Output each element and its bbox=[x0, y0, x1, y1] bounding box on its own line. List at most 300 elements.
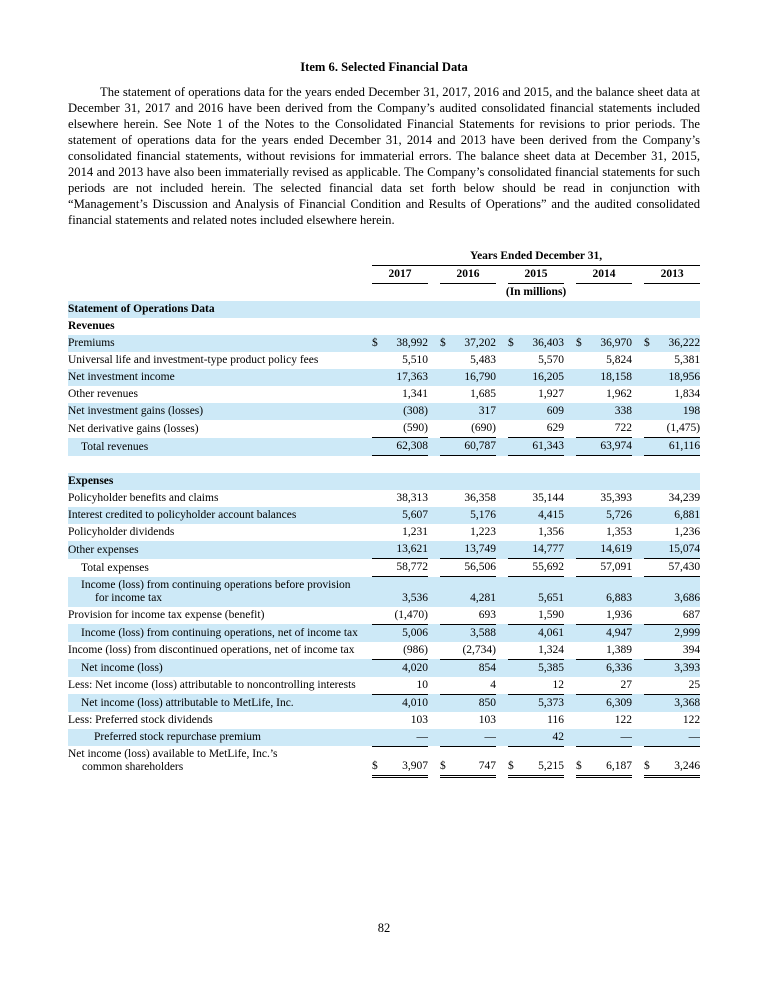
column-gap bbox=[360, 438, 372, 456]
dollar-sign-cell bbox=[576, 420, 589, 438]
value-cell-2017: 1,341 bbox=[402, 388, 428, 400]
value-cell-2017: 1,231 bbox=[402, 526, 428, 538]
dollar-sign-cell bbox=[644, 677, 657, 695]
dollar-sign-cell bbox=[440, 624, 453, 642]
dollar-sign-cell bbox=[372, 624, 385, 642]
column-gap bbox=[564, 369, 576, 386]
column-gap bbox=[632, 577, 644, 607]
dollar-sign-cell bbox=[508, 420, 521, 438]
value-cell-2013: 687 bbox=[682, 608, 701, 621]
value-cell-2013: 6,881 bbox=[657, 507, 700, 524]
dollar-sign-cell bbox=[508, 577, 521, 607]
value-cell-2016: (690) bbox=[471, 422, 496, 434]
value-cell-2017: 38,992 bbox=[385, 335, 428, 352]
value-cell-2013: 25 bbox=[688, 678, 701, 691]
column-gap bbox=[428, 438, 440, 456]
column-gap bbox=[564, 729, 576, 747]
dollar-sign-cell bbox=[576, 677, 589, 695]
dollar-sign-cell bbox=[508, 712, 521, 729]
table-row bbox=[68, 403, 700, 420]
value-cell-2016: 854 bbox=[453, 659, 496, 677]
dollar-sign-cell bbox=[576, 490, 589, 507]
column-gap bbox=[632, 352, 644, 369]
dollar-sign-cell bbox=[576, 624, 589, 642]
value-cell-2016: 56,506 bbox=[453, 559, 496, 577]
dollar-sign-cell bbox=[440, 729, 453, 747]
dollar-sign-cell bbox=[576, 659, 589, 677]
dollar-sign-cell bbox=[644, 524, 657, 541]
dollar-sign-cell: $ bbox=[644, 746, 657, 776]
table-row bbox=[68, 746, 700, 776]
table-year-row bbox=[68, 266, 700, 284]
dollar-sign-cell: $ bbox=[372, 746, 385, 776]
column-gap bbox=[428, 420, 440, 438]
row-label: Net income (loss) bbox=[68, 659, 360, 677]
dollar-sign-cell bbox=[644, 369, 657, 386]
value-cell-2013: 2,999 bbox=[657, 624, 700, 642]
column-gap bbox=[360, 642, 372, 660]
column-gap bbox=[428, 335, 440, 352]
value-cell-2015: 36,403 bbox=[521, 335, 564, 352]
financial-table bbox=[68, 248, 700, 778]
column-gap bbox=[632, 541, 644, 559]
dollar-sign-cell bbox=[644, 607, 657, 625]
value-cell-2017: 5,006 bbox=[385, 624, 428, 642]
row-label: Interest credited to policyholder account balances bbox=[68, 507, 360, 524]
column-gap bbox=[496, 352, 508, 369]
section-label: Expenses bbox=[68, 473, 700, 490]
column-gap bbox=[360, 729, 372, 747]
value-cell-2015: 5,373 bbox=[521, 694, 564, 712]
column-gap bbox=[428, 624, 440, 642]
value-cell-2013: 18,956 bbox=[657, 369, 700, 386]
dollar-sign-cell bbox=[440, 438, 453, 456]
dollar-sign-cell bbox=[440, 577, 453, 607]
column-gap bbox=[564, 490, 576, 507]
row-label: Net income (loss) available to MetLife, Inc.’s common shareholders bbox=[68, 748, 278, 773]
year-column-header-2014: 2014 bbox=[576, 266, 632, 284]
table-row bbox=[68, 369, 700, 386]
dollar-sign-cell bbox=[644, 577, 657, 607]
column-gap bbox=[428, 490, 440, 507]
dollar-sign-cell bbox=[372, 729, 385, 747]
dollar-sign-cell bbox=[372, 541, 385, 559]
column-gap bbox=[496, 403, 508, 420]
column-gap bbox=[428, 524, 440, 541]
value-cell-2013: 15,074 bbox=[657, 541, 700, 559]
dollar-sign-cell bbox=[644, 507, 657, 524]
value-cell-2015: 12 bbox=[552, 678, 564, 691]
dollar-sign-cell: $ bbox=[440, 746, 453, 776]
column-gap bbox=[360, 607, 372, 625]
column-gap bbox=[564, 335, 576, 352]
year-column-header-2013: 2013 bbox=[644, 266, 700, 284]
dollar-sign-cell: $ bbox=[508, 335, 521, 352]
column-gap bbox=[564, 559, 576, 577]
dollar-sign-cell bbox=[508, 386, 521, 403]
dollar-sign-cell bbox=[508, 642, 521, 660]
dollar-sign-cell bbox=[644, 352, 657, 369]
column-gap bbox=[496, 624, 508, 642]
value-cell-2015: 4,415 bbox=[521, 507, 564, 524]
row-label: Less: Net income (loss) attributable to noncontrolling interests bbox=[68, 679, 356, 691]
column-gap bbox=[564, 403, 576, 420]
column-gap bbox=[496, 420, 508, 438]
table-row bbox=[68, 438, 700, 456]
dollar-sign-cell bbox=[508, 403, 521, 420]
column-gap bbox=[632, 403, 644, 420]
column-gap bbox=[564, 746, 576, 776]
column-gap bbox=[428, 403, 440, 420]
value-cell-2017: 4,010 bbox=[385, 694, 428, 712]
value-cell-2016: — bbox=[453, 729, 496, 747]
dollar-sign-cell bbox=[576, 712, 589, 729]
table-row bbox=[68, 642, 700, 660]
row-label: Income (loss) from continuing operations before provision for income tax bbox=[68, 577, 360, 607]
value-cell-2017: (986) bbox=[403, 643, 428, 656]
value-cell-2015: 5,651 bbox=[521, 577, 564, 607]
page-number: 82 bbox=[377, 921, 391, 935]
column-gap bbox=[564, 352, 576, 369]
column-gap bbox=[360, 541, 372, 559]
value-cell-2015: 1,324 bbox=[538, 643, 564, 656]
header-empty-cell bbox=[68, 284, 360, 302]
column-gap bbox=[496, 507, 508, 524]
table-row bbox=[68, 490, 700, 507]
value-cell-2015: 1,590 bbox=[538, 608, 564, 621]
column-gap bbox=[496, 541, 508, 559]
value-cell-2016: 5,176 bbox=[453, 507, 496, 524]
column-gap bbox=[428, 712, 440, 729]
column-gap bbox=[564, 677, 576, 695]
dollar-sign-cell bbox=[440, 642, 453, 660]
section-label: Revenues bbox=[68, 320, 115, 332]
value-cell-2014: — bbox=[589, 729, 632, 747]
column-gap bbox=[428, 607, 440, 625]
value-cell-2016: 1,223 bbox=[470, 526, 496, 538]
dollar-sign-cell bbox=[508, 729, 521, 747]
table-row bbox=[68, 607, 700, 625]
dollar-sign-cell bbox=[644, 624, 657, 642]
value-cell-2017: 58,772 bbox=[385, 559, 428, 577]
row-label: Total expenses bbox=[81, 561, 149, 574]
value-cell-2014: 6,336 bbox=[589, 659, 632, 677]
value-cell-2013: 1,236 bbox=[674, 526, 701, 538]
value-cell-2017: (1,470) bbox=[394, 608, 428, 621]
value-cell-2017: 13,621 bbox=[385, 541, 428, 559]
header-empty-cell bbox=[68, 248, 360, 266]
value-cell-2017: (308) bbox=[385, 403, 428, 420]
value-cell-2013: 3,368 bbox=[657, 694, 700, 712]
year-gap bbox=[632, 266, 644, 284]
page-title: Item 6. Selected Financial Data bbox=[300, 60, 468, 74]
row-label: Universal life and investment-type product policy fees bbox=[68, 354, 319, 366]
section-label: Statement of Operations Data bbox=[68, 301, 700, 318]
value-cell-2014: 338 bbox=[589, 403, 632, 420]
table-row bbox=[68, 559, 700, 577]
value-cell-2015: 5,385 bbox=[521, 659, 564, 677]
dollar-sign-cell bbox=[644, 420, 657, 438]
value-cell-2014: 4,947 bbox=[589, 624, 632, 642]
dollar-sign-cell bbox=[372, 577, 385, 607]
row-label: Other revenues bbox=[68, 388, 138, 400]
dollar-sign-cell bbox=[372, 386, 385, 403]
column-gap bbox=[564, 577, 576, 607]
table-units-row bbox=[68, 284, 700, 302]
value-cell-2016: 103 bbox=[478, 713, 496, 726]
value-cell-2014: 35,393 bbox=[600, 492, 632, 504]
dollar-sign-cell bbox=[644, 659, 657, 677]
value-cell-2014: 6,187 bbox=[589, 746, 632, 776]
value-cell-2013: 3,393 bbox=[657, 659, 700, 677]
dollar-sign-cell bbox=[440, 352, 453, 369]
value-cell-2014: 14,619 bbox=[589, 541, 632, 559]
dollar-sign-cell bbox=[508, 352, 521, 369]
dollar-sign-cell bbox=[440, 507, 453, 524]
dollar-sign-cell bbox=[372, 659, 385, 677]
dollar-sign-cell bbox=[644, 694, 657, 712]
value-cell-2016: 850 bbox=[453, 694, 496, 712]
column-gap bbox=[564, 507, 576, 524]
column-gap bbox=[496, 386, 508, 403]
value-cell-2014: 63,974 bbox=[589, 438, 632, 456]
value-cell-2014: 36,970 bbox=[589, 335, 632, 352]
column-gap bbox=[360, 420, 372, 438]
column-gap bbox=[428, 729, 440, 747]
value-cell-2013: 3,246 bbox=[657, 746, 700, 776]
column-gap bbox=[428, 677, 440, 695]
dollar-sign-cell bbox=[576, 386, 589, 403]
column-gap bbox=[632, 642, 644, 660]
dollar-sign-cell bbox=[644, 438, 657, 456]
column-gap bbox=[496, 729, 508, 747]
dollar-sign-cell bbox=[372, 642, 385, 660]
value-cell-2016: 4 bbox=[490, 678, 496, 691]
column-gap bbox=[632, 490, 644, 507]
dollar-sign-cell bbox=[576, 559, 589, 577]
value-cell-2017: 5,510 bbox=[402, 354, 428, 366]
row-label: Net income (loss) attributable to MetLife, Inc. bbox=[68, 694, 360, 712]
dollar-sign-cell bbox=[440, 369, 453, 386]
dollar-sign-cell bbox=[644, 729, 657, 747]
dollar-sign-cell bbox=[576, 642, 589, 660]
section-row bbox=[68, 301, 700, 318]
column-gap bbox=[632, 386, 644, 403]
dollar-sign-cell bbox=[576, 507, 589, 524]
column-gap bbox=[496, 746, 508, 776]
dollar-sign-cell: $ bbox=[644, 335, 657, 352]
column-gap bbox=[564, 712, 576, 729]
dollar-sign-cell bbox=[576, 577, 589, 607]
column-gap bbox=[360, 746, 372, 776]
table-row bbox=[68, 729, 700, 747]
year-gap bbox=[360, 266, 372, 284]
row-label: Less: Preferred stock dividends bbox=[68, 713, 213, 726]
value-cell-2013: 3,686 bbox=[657, 577, 700, 607]
value-cell-2014: 27 bbox=[620, 678, 632, 691]
row-label: Net investment income bbox=[68, 369, 360, 386]
column-gap bbox=[360, 677, 372, 695]
value-cell-2017: 3,907 bbox=[385, 746, 428, 776]
dollar-sign-cell bbox=[508, 490, 521, 507]
year-column-header-2015: 2015 bbox=[508, 266, 564, 284]
dollar-sign-cell bbox=[372, 352, 385, 369]
column-gap bbox=[632, 694, 644, 712]
value-cell-2014: 57,091 bbox=[589, 559, 632, 577]
dollar-sign-cell bbox=[644, 541, 657, 559]
table-row bbox=[68, 694, 700, 712]
column-gap bbox=[360, 352, 372, 369]
table-row bbox=[68, 420, 700, 438]
dollar-sign-cell bbox=[508, 507, 521, 524]
value-cell-2017: 4,020 bbox=[385, 659, 428, 677]
dollar-sign-cell bbox=[440, 403, 453, 420]
dollar-sign-cell bbox=[508, 677, 521, 695]
dollar-sign-cell bbox=[576, 607, 589, 625]
value-cell-2014: 18,158 bbox=[589, 369, 632, 386]
dollar-sign-cell bbox=[440, 420, 453, 438]
value-cell-2015: 14,777 bbox=[521, 541, 564, 559]
value-cell-2015: 61,343 bbox=[521, 438, 564, 456]
value-cell-2013: 36,222 bbox=[657, 335, 700, 352]
dollar-sign-cell bbox=[440, 490, 453, 507]
column-gap bbox=[632, 507, 644, 524]
value-cell-2013: 198 bbox=[657, 403, 700, 420]
column-gap bbox=[632, 369, 644, 386]
value-cell-2017: 103 bbox=[410, 713, 428, 726]
column-gap bbox=[360, 335, 372, 352]
column-gap bbox=[564, 642, 576, 660]
dollar-sign-cell bbox=[576, 352, 589, 369]
column-gap bbox=[496, 577, 508, 607]
value-cell-2014: 5,824 bbox=[606, 354, 632, 366]
dollar-sign-cell bbox=[372, 559, 385, 577]
dollar-sign-cell bbox=[576, 524, 589, 541]
column-gap bbox=[496, 607, 508, 625]
dollar-sign-cell bbox=[508, 524, 521, 541]
row-label: Income (loss) from continuing operations, net of income tax bbox=[68, 624, 360, 642]
column-gap bbox=[564, 694, 576, 712]
row-label: Income (loss) from discontinued operations, net of income tax bbox=[68, 644, 355, 656]
section-row bbox=[68, 473, 700, 490]
dollar-sign-cell bbox=[440, 694, 453, 712]
column-gap bbox=[496, 677, 508, 695]
column-gap bbox=[360, 624, 372, 642]
column-gap bbox=[496, 438, 508, 456]
dollar-sign-cell bbox=[508, 624, 521, 642]
column-gap bbox=[496, 642, 508, 660]
value-cell-2015: 5,570 bbox=[538, 354, 564, 366]
dollar-sign-cell bbox=[372, 369, 385, 386]
column-gap bbox=[360, 524, 372, 541]
column-gap bbox=[428, 352, 440, 369]
value-cell-2015: 5,215 bbox=[521, 746, 564, 776]
value-cell-2013: 394 bbox=[682, 643, 701, 656]
column-gap bbox=[360, 559, 372, 577]
column-gap bbox=[360, 490, 372, 507]
table-row bbox=[68, 352, 700, 369]
column-gap bbox=[360, 369, 372, 386]
row-label: Net derivative gains (losses) bbox=[68, 422, 199, 435]
value-cell-2016: 317 bbox=[453, 403, 496, 420]
value-cell-2016: 693 bbox=[478, 608, 496, 621]
column-gap bbox=[428, 386, 440, 403]
column-gap bbox=[428, 642, 440, 660]
dollar-sign-cell bbox=[372, 607, 385, 625]
dollar-sign-cell bbox=[508, 559, 521, 577]
dollar-sign-cell bbox=[644, 386, 657, 403]
table-row bbox=[68, 386, 700, 403]
dollar-sign-cell bbox=[508, 541, 521, 559]
value-cell-2015: 629 bbox=[546, 422, 564, 434]
value-cell-2016: 16,790 bbox=[453, 369, 496, 386]
column-gap bbox=[632, 420, 644, 438]
value-cell-2014: 1,353 bbox=[606, 526, 632, 538]
value-cell-2014: 122 bbox=[614, 713, 632, 726]
column-gap bbox=[496, 559, 508, 577]
column-gap bbox=[564, 524, 576, 541]
column-gap bbox=[632, 524, 644, 541]
table-row bbox=[68, 677, 700, 695]
column-gap bbox=[428, 746, 440, 776]
dollar-sign-cell bbox=[576, 369, 589, 386]
dollar-sign-cell bbox=[644, 642, 657, 660]
dollar-sign-cell: $ bbox=[440, 335, 453, 352]
column-gap bbox=[360, 403, 372, 420]
dollar-sign-cell bbox=[576, 403, 589, 420]
years-ended-header: Years Ended December 31, bbox=[372, 248, 700, 266]
value-cell-2013: 61,116 bbox=[657, 438, 700, 456]
value-cell-2015: 1,356 bbox=[538, 526, 564, 538]
column-gap bbox=[360, 577, 372, 607]
dollar-sign-cell bbox=[508, 438, 521, 456]
value-cell-2017: 10 bbox=[416, 678, 428, 691]
dollar-sign-cell: $ bbox=[576, 335, 589, 352]
dollar-sign-cell bbox=[576, 541, 589, 559]
units-label: (In millions) bbox=[505, 286, 567, 298]
value-cell-2013: 1,834 bbox=[674, 388, 701, 400]
value-cell-2016: 3,588 bbox=[453, 624, 496, 642]
value-cell-2015: 35,144 bbox=[532, 492, 564, 504]
header-gap bbox=[360, 284, 372, 302]
column-gap bbox=[428, 659, 440, 677]
value-cell-2015: 609 bbox=[521, 403, 564, 420]
dollar-sign-cell bbox=[644, 403, 657, 420]
row-label: Policyholder benefits and claims bbox=[68, 492, 219, 504]
row-label: Total revenues bbox=[68, 438, 360, 456]
dollar-sign-cell bbox=[508, 659, 521, 677]
dollar-sign-cell bbox=[372, 403, 385, 420]
value-cell-2015: 4,061 bbox=[521, 624, 564, 642]
value-cell-2016: 36,358 bbox=[464, 492, 496, 504]
value-cell-2014: 1,962 bbox=[606, 388, 632, 400]
column-gap bbox=[496, 335, 508, 352]
table-row bbox=[68, 577, 700, 607]
value-cell-2014: 1,389 bbox=[606, 643, 632, 656]
column-gap bbox=[632, 712, 644, 729]
dollar-sign-cell bbox=[372, 490, 385, 507]
dollar-sign-cell bbox=[440, 386, 453, 403]
value-cell-2015: 55,692 bbox=[521, 559, 564, 577]
value-cell-2014: 6,309 bbox=[589, 694, 632, 712]
dollar-sign-cell bbox=[440, 541, 453, 559]
dollar-sign-cell bbox=[508, 369, 521, 386]
column-gap bbox=[428, 507, 440, 524]
value-cell-2017: — bbox=[385, 729, 428, 747]
column-gap bbox=[564, 438, 576, 456]
table-row bbox=[68, 335, 700, 352]
column-gap bbox=[632, 746, 644, 776]
